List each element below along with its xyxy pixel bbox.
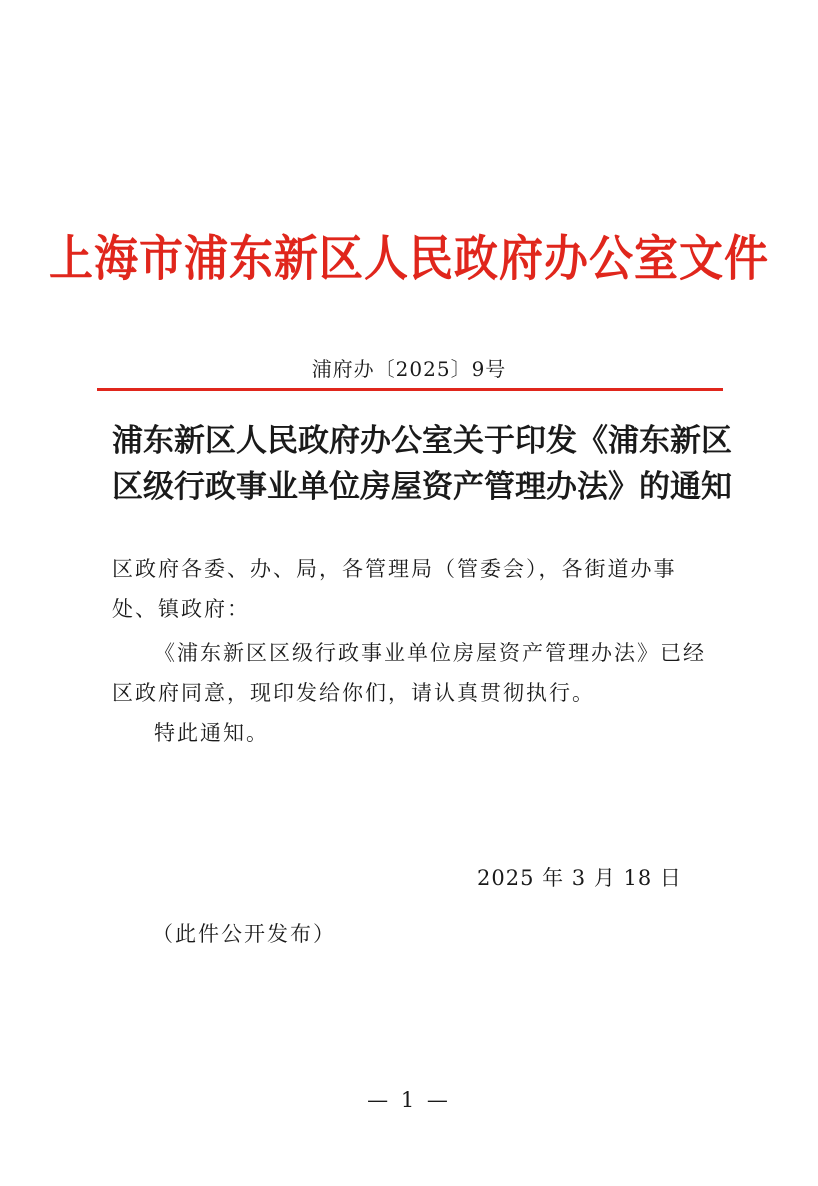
- page-number: — 1 —: [367, 1088, 451, 1112]
- red-divider-line: [97, 388, 723, 391]
- issue-date: 2025 年 3 月 18 日: [477, 866, 682, 890]
- notice-title-line-2: 区级行政事业单位房屋资产管理办法》的通知: [112, 469, 732, 505]
- closing-remark: 特此通知。: [154, 721, 269, 745]
- document-number: 浦府办〔2025〕9号: [311, 357, 507, 381]
- body-paragraph: [112, 633, 722, 713]
- issuing-authority-header: 上海市浦东新区人民政府办公室文件: [49, 230, 769, 287]
- body-paragraph-text: 《浦东新区区级行政事业单位房屋资产管理办法》已经区政府同意，现印发给你们，请认真贯彻执行。: [112, 641, 706, 705]
- public-release-note: （此件公开发布）: [152, 922, 336, 946]
- addressee: 区政府各委、办、局，各管理局（管委会），各街道办事处、镇政府：: [112, 557, 677, 621]
- notice-title: [112, 418, 732, 510]
- notice-title-line-1: 浦东新区人民政府办公室关于印发《浦东新区: [112, 423, 732, 459]
